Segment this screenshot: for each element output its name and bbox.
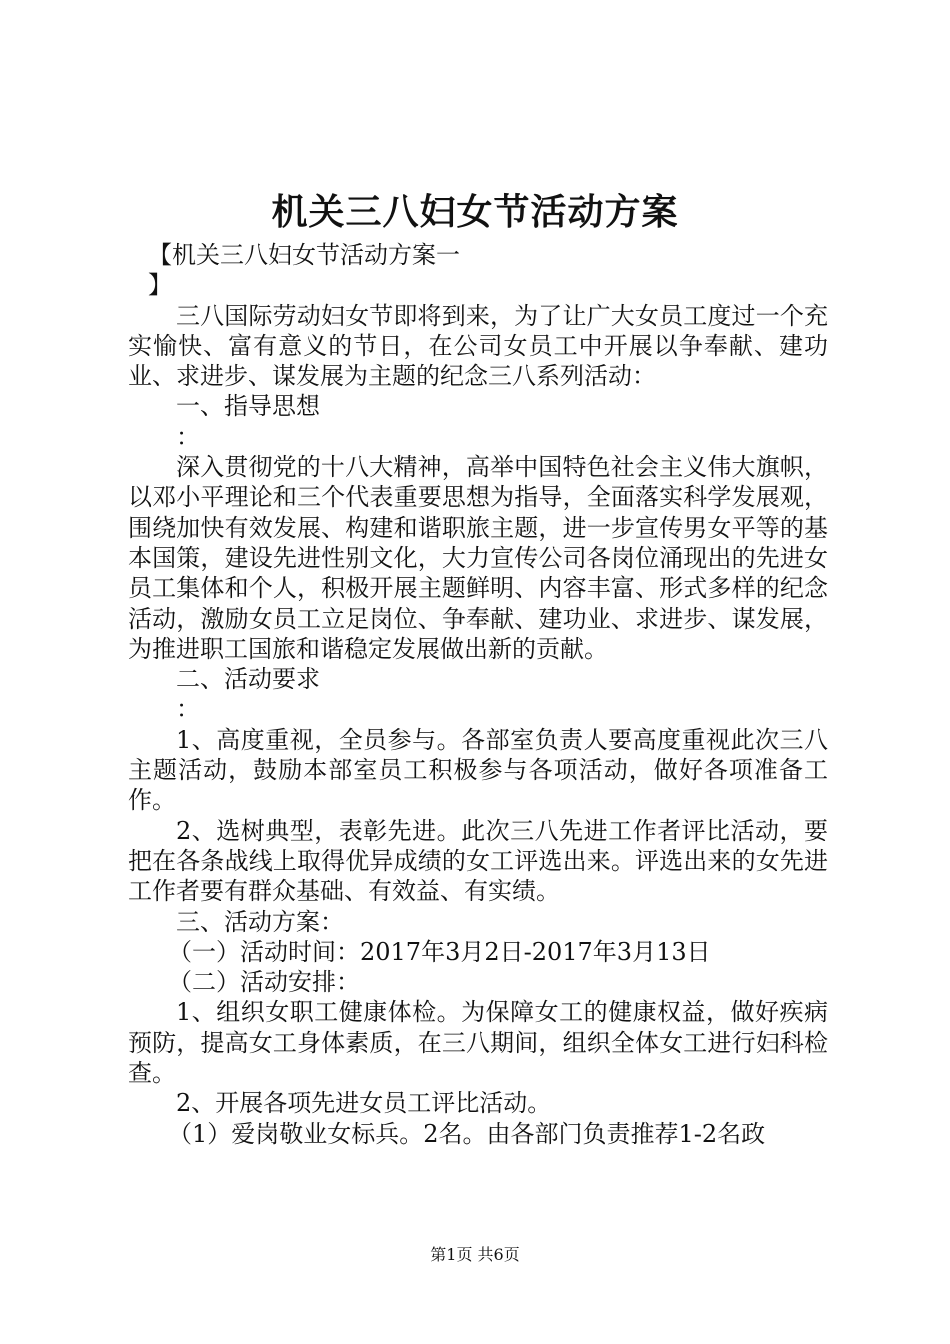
paragraph: 2、选树典型，表彰先进。此次三八先进工作者评比活动，要把在各条战线上取得优异成绩的女工评选出来。评选出来的女先进工作者要有群众基础、有效益、有实绩。: [128, 816, 828, 906]
paragraph: ：: [176, 422, 200, 451]
paragraph: ：: [176, 695, 200, 724]
paragraph: （二）活动安排：: [168, 968, 360, 997]
document-body: [128, 240, 828, 1149]
paragraph: （1）爱岗敬业女标兵。2名。由各部门负责推荐1-2名政: [168, 1119, 766, 1148]
paragraph: 2、开展各项先进女员工评比活动。: [176, 1089, 552, 1118]
document-title: 机关三八妇女节活动方案: [271, 191, 679, 233]
section-heading: 一、指导思想: [176, 392, 320, 421]
paragraph: （一）活动时间：2017年3月2日-2017年3月13日: [168, 937, 711, 966]
paragraph: 1、组织女职工健康体检。为保障女工的健康权益，做好疾病预防，提高女工身体素质，在三八期间，组织全体女工进行妇科检查。: [128, 998, 828, 1088]
paragraph: 深入贯彻党的十八大精神，高举中国特色社会主义伟大旗帜，以邓小平理论和三个代表重要思想为指导，全面落实科学发展观，围绕加快有效发展、构建和谐职旅主题，进一步宣传男女平等的基本国策，建设先进性别文化，大力宣传公司各岗位涌现出的先进女员工集体和个人，积极开展主题鲜明、内容丰富、形式多样的纪念活动，激励女员工立足岗位、争奉献、建功业、求进步、谋发展，为推进职工国旅和谐稳定发展做出新的贡献。: [128, 453, 828, 663]
section-heading: 二、活动要求: [176, 665, 320, 694]
paragraph: 】: [148, 271, 172, 300]
paragraph: 【机关三八妇女节活动方案一: [148, 241, 460, 269]
paragraph: 三八国际劳动妇女节即将到来，为了让广大女员工度过一个充实愉快、富有意义的节日，在公司女员工中开展以争奉献、建功业、求进步、谋发展为主题的纪念三八系列活动：: [128, 301, 828, 391]
page-footer: 第1页 共6页: [430, 1245, 520, 1264]
section-heading: 三、活动方案：: [176, 907, 344, 936]
paragraph: 1、高度重视，全员参与。各部室负责人要高度重视此次三八主题活动，鼓励本部室员工积极参与各项活动，做好各项准备工作。: [128, 725, 828, 815]
